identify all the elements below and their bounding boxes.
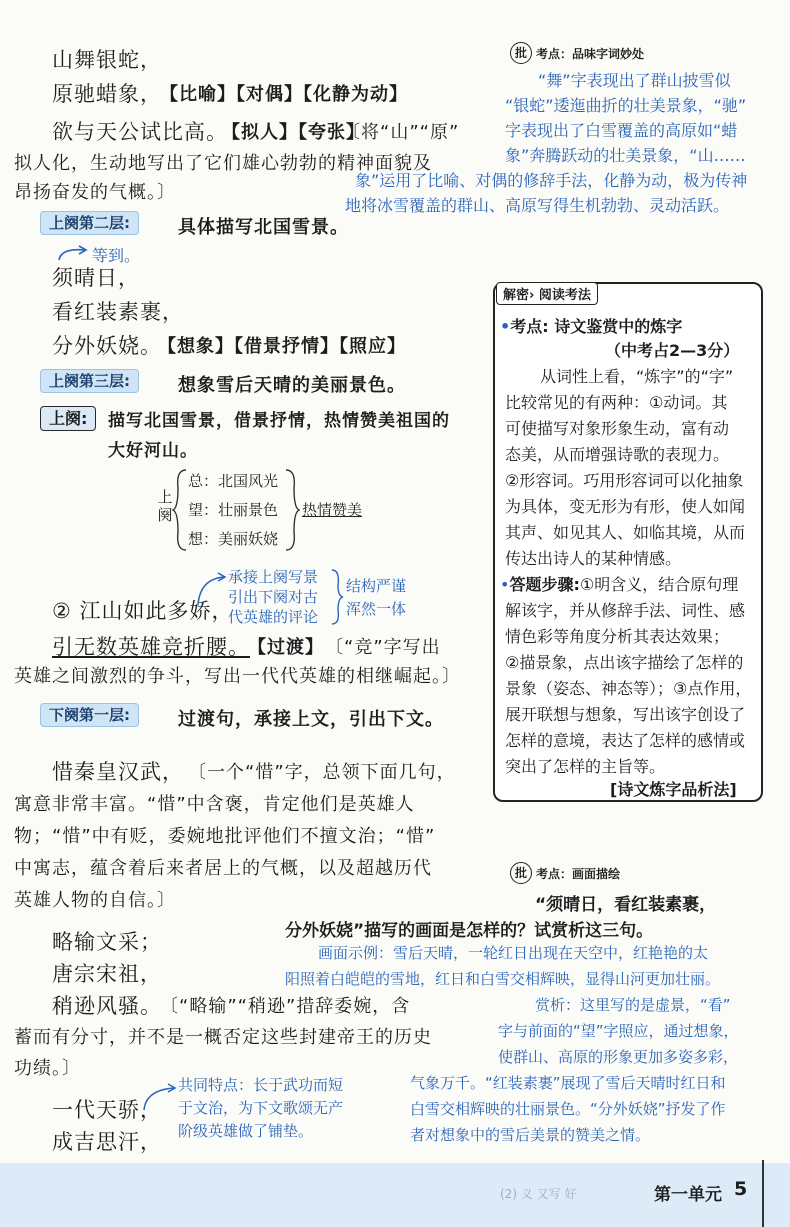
method-label: [诗文炼字品析法]: [610, 780, 737, 799]
sidebar-body-line: 可使描写对象形象生动，富有动: [505, 419, 730, 438]
question-text: “须晴日，看红装素裹，: [535, 895, 717, 915]
bullet-icon: •: [500, 575, 510, 594]
kaodian-title: 考点：画面描绘: [536, 866, 621, 881]
page-number: 5: [734, 1178, 748, 1200]
poem-line: 引无数英雄竞折腰。: [52, 635, 250, 659]
layer-label: 下阕第一层:: [40, 704, 139, 725]
poem-line: 成吉思汗，: [52, 1130, 162, 1154]
outline-item: 想：美丽妖娆: [188, 530, 279, 548]
annotation-text: 〔“略输”“稍逊”措辞委婉，含: [160, 996, 411, 1017]
handwritten-note: 象”奔腾跃动的壮美景象，“山……: [505, 146, 746, 165]
sidebar-steps-line: 景象（姿态、神态等）；③点作用，: [505, 679, 752, 698]
handwritten-note: 共同特点：长于武功而短: [178, 1076, 344, 1094]
poem-line: 稍逊风骚。: [52, 994, 162, 1018]
poem-line: 惜秦皇汉武，: [52, 760, 184, 784]
sidebar-steps-line: 怎样的意境，表达了怎样的感情或: [505, 731, 746, 750]
annotation-text: 英雄人物的自信。〕: [14, 890, 176, 911]
annotation-text: 拟人化，生动地写出了它们雄心勃勃的精神面貌及: [14, 153, 432, 174]
section-label: 上阕:: [40, 406, 96, 429]
handwritten-note: 代英雄的评论: [228, 608, 319, 626]
sidebar-body-line: 其声、如见其人、如临其境，从而: [505, 523, 746, 542]
kaodian-header: [510, 862, 620, 884]
unit-label: 第一单元: [654, 1185, 722, 1205]
sidebar-body-line: 态美，从而增强诗歌的表现力。: [505, 445, 730, 464]
poem-line: 须晴日，: [52, 266, 140, 290]
sidebar-steps-line: 突出了怎样的主旨等。: [505, 757, 666, 776]
handwritten-note: “银蛇”逶迤曲折的壮美景象，“驰”: [505, 96, 747, 115]
annotation-text: 寓意非常丰富。“惜”中含褒，肯定他们是英雄人: [14, 794, 415, 815]
layer-label: 上阕第三层:: [40, 370, 139, 391]
sidebar-body-line: 为具体，变无形为有形，使人如闻: [505, 497, 746, 516]
annotation-text: 〔一个“惜”字，总领下面几句，: [188, 762, 456, 783]
sidebar-body-line: ②形容词。巧用形容词可以化抽象: [505, 471, 744, 490]
answer-line: 阳照着白皑皑的雪地，红日和白雪交相辉映，显得山河更加壮丽。: [285, 970, 721, 988]
brace-icon: [330, 568, 344, 626]
poem-line: 山舞银蛇，: [52, 48, 162, 72]
poem-line: 看红装素裹，: [52, 300, 184, 324]
poem-line: 唐宗宋祖，: [52, 962, 162, 986]
page-edge: [762, 1160, 764, 1227]
outline-result: 热情赞美: [302, 501, 363, 519]
handwritten-note: 字表现出了白雪覆盖的高原如“蜡: [505, 121, 738, 140]
poem-line: 分外妖娆。: [52, 334, 162, 358]
sidebar-steps-line: 情色彩等角度分析其表达效果；: [505, 627, 730, 646]
sidebar-body-line: 传达出诗人的某种情感。: [505, 549, 682, 568]
answer-line: 使群山、高原的形象更加多姿多彩，: [498, 1048, 739, 1066]
answer-line: 白雪交相辉映的壮丽景色。“分外妖娆”抒发了作: [410, 1100, 726, 1118]
handwritten-note: 浑然一体: [346, 600, 407, 618]
layer-description: 具体描写北国雪景。: [178, 217, 349, 238]
pen-icon: 批: [510, 42, 532, 64]
handwritten-note: 引出下阕对古: [228, 588, 319, 606]
annotation-text: 英雄之间激烈的争斗，写出一代代英雄的相继崛起。〕: [14, 666, 461, 687]
arrow-icon: [55, 242, 95, 264]
layer-description: 想象雪后天晴的美丽景色。: [178, 375, 406, 396]
sidebar-header: [496, 282, 598, 305]
handwritten-note: 于文治，为下文歌颂无产: [178, 1099, 344, 1117]
kaodian-header: [510, 42, 644, 64]
answer-line: 者对想象中的雪后美景的赞美之情。: [410, 1126, 651, 1144]
layer-label: 上阕第二层:: [40, 212, 139, 233]
sidebar-body-line: 从词性上看，“炼字”的“字”: [540, 367, 734, 386]
arrow-icon: [140, 1080, 180, 1114]
sidebar-kaodian: •考点: 诗文鉴赏中的炼字: [500, 317, 683, 336]
annotation-text: 〔将“山”“原”: [342, 122, 460, 143]
brace-icon: [172, 468, 188, 552]
answer-line: 气象万千。“红装素裹”展现了雪后天晴时红日和: [410, 1074, 726, 1092]
poem-line: 欲与天公试比高。: [52, 120, 228, 144]
annotation-text: 中寓志，蕴含着后来者居上的气概，以及超越历代: [14, 858, 432, 879]
rhetoric-tags: 【过渡】: [248, 637, 324, 658]
rhetoric-tags: 【比喻】【对偶】【化静为动】: [160, 84, 408, 105]
annotation-text: 昂扬奋发的气概。〕: [14, 182, 176, 203]
answer-line: 画面示例：雪后天晴，一轮红日出现在天空中，红艳艳的太: [318, 944, 709, 962]
faint-text: (2) 义 又写 好: [500, 1187, 577, 1201]
layer-description: 过渡句，承接上文，引出下文。: [178, 709, 444, 730]
sidebar-header-tag: 解密› 阅读考法: [496, 282, 598, 305]
annotation-text: 功绩。〕: [14, 1058, 81, 1079]
rhetoric-tags: 【想象】【借景抒情】【照应】: [158, 336, 406, 357]
annotation-text: 蓄而有分寸，并不是一概否定这些封建帝王的历史: [14, 1027, 432, 1048]
answer-line: 字与前面的“望”字照应，通过想象，: [498, 1022, 739, 1040]
handwritten-note: 结构严谨: [346, 577, 407, 595]
outline-item: 总：北国风光: [188, 472, 279, 490]
handwritten-note: 等到。: [92, 246, 141, 265]
rhetoric-tags: 【拟人】【夸张】: [222, 122, 365, 143]
sidebar-steps-line: 解该字，并从修辞手法、词性、感: [505, 601, 746, 620]
handwritten-note: 地将冰雪覆盖的群山、高原写得生机勃勃、灵动活跃。: [345, 196, 730, 215]
sidebar-steps-line: ②描景象，点出该字描绘了怎样的: [505, 653, 744, 672]
pen-icon: 批: [510, 862, 532, 884]
poem-line: 一代天骄，: [52, 1098, 162, 1122]
section-summary: 描写北国雪景，借景抒情，热情赞美祖国的: [108, 411, 450, 431]
kaodian-title: 考点：品味字词妙处: [536, 46, 645, 61]
annotation-text: 物；“惜”中有贬，委婉地批评他们不擅文治；“惜”: [14, 826, 436, 847]
sidebar-score: （中考占2—3分）: [605, 341, 740, 360]
handwritten-note: 象”运用了比喻、对偶的修辞手法，化静为动，极为传神: [355, 171, 748, 190]
question-text: 分外妖娆”描写的画面是怎样的？试赏析这三句。: [285, 921, 654, 941]
section-summary: 大好河山。: [108, 441, 198, 461]
outline-item: 望：壮丽景色: [188, 501, 279, 519]
handwritten-note: “舞”字表现出了群山披雪似: [538, 71, 731, 90]
brace-icon: [284, 468, 300, 552]
handwritten-note: 承接上阕写景: [228, 568, 319, 586]
outline-title: 上阕: [157, 488, 173, 524]
annotation-text: 〔“竞”字写出: [325, 637, 441, 658]
sidebar-steps-line: 展开联想与想象，写出该字创设了: [505, 705, 746, 724]
arrow-icon: [196, 565, 230, 615]
answer-line: 赏析：这里写的是虚景，“看”: [535, 996, 731, 1014]
poem-line: 原驰蜡象，: [52, 82, 162, 106]
bullet-icon: •: [500, 317, 511, 336]
sidebar-body-line: 比较常见的有两种：①动词。其: [505, 393, 728, 412]
sidebar-steps: •答题步骤:①明含义，结合原句理: [500, 575, 739, 594]
poem-line: 略输文采；: [52, 930, 162, 954]
poem-line: ② 江山如此多娇，: [52, 599, 234, 623]
handwritten-note: 阶级英雄做了铺垫。: [178, 1122, 314, 1140]
